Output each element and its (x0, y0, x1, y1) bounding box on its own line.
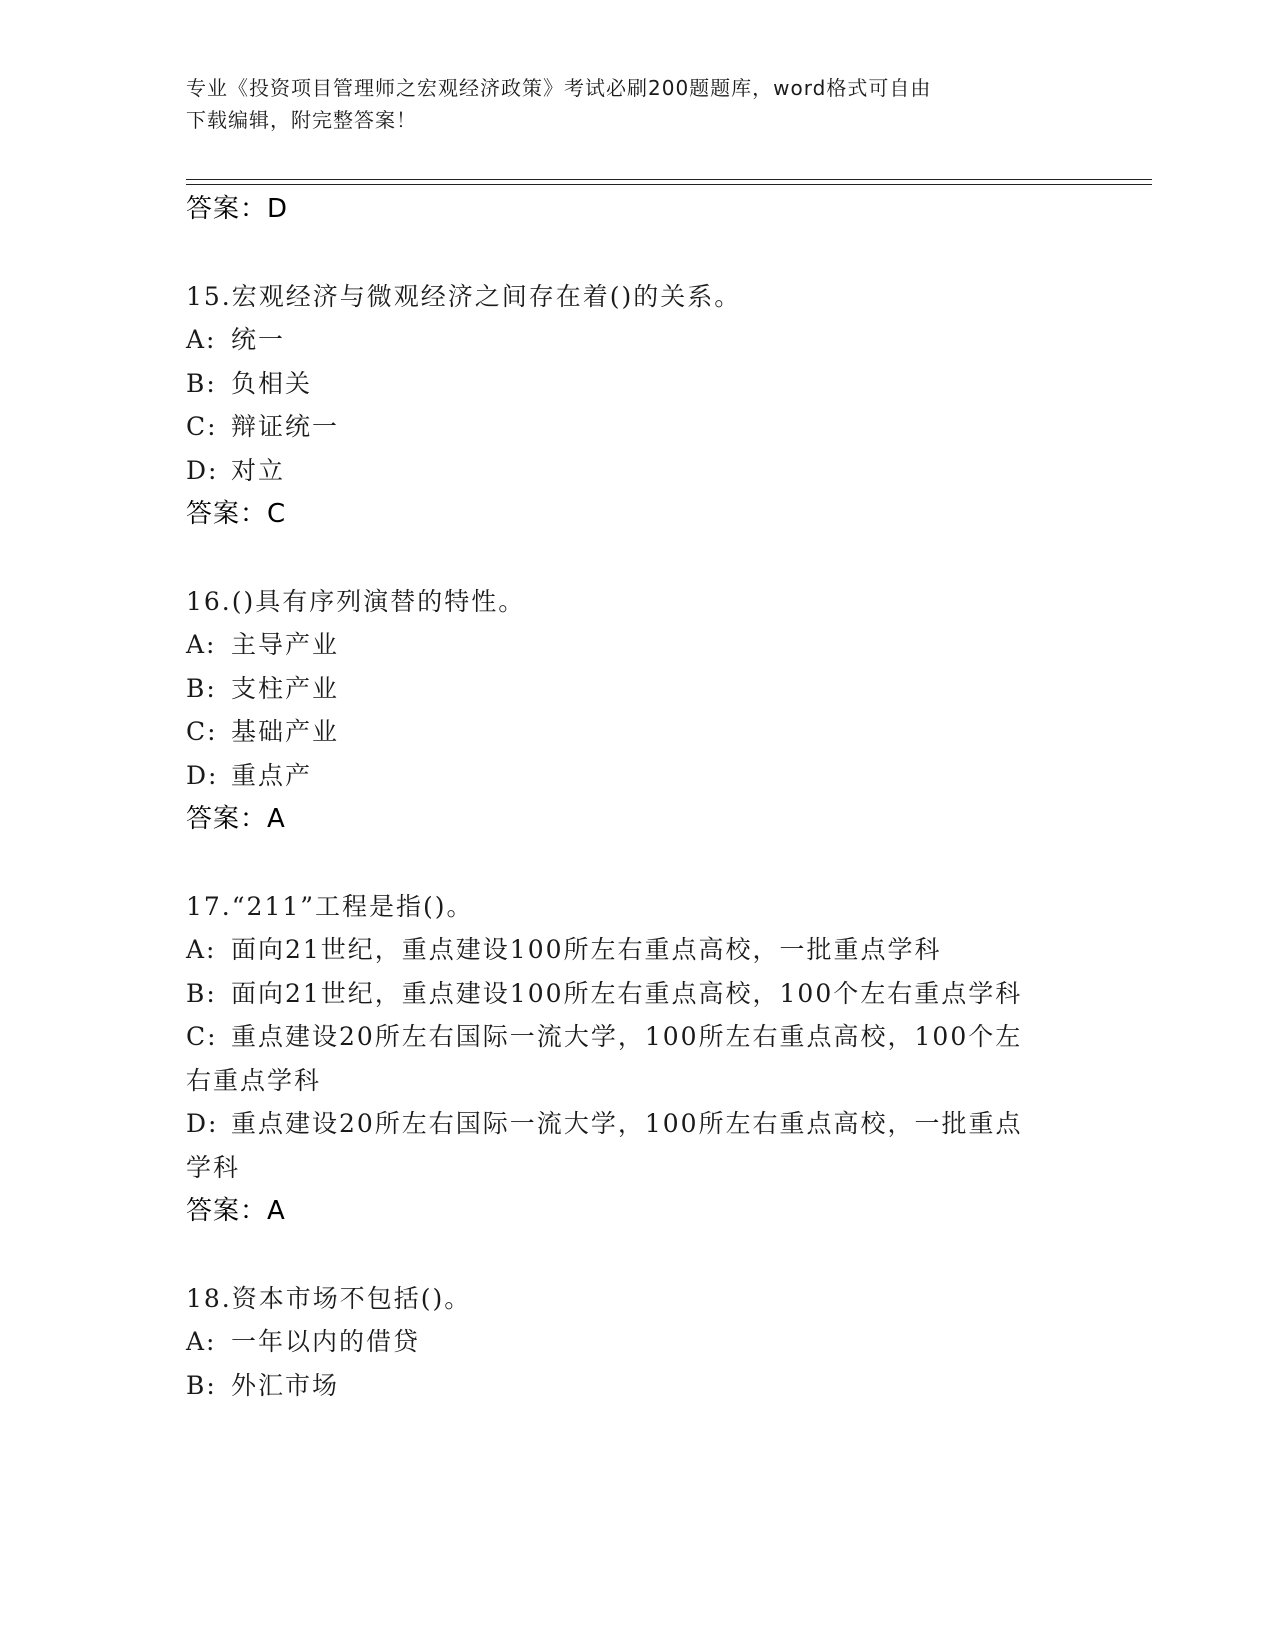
option-text: 外汇市场 (231, 1371, 340, 1400)
option-letter: A: (186, 325, 217, 354)
option-text: 统一 (231, 325, 286, 354)
option-text: 重点产 (231, 761, 313, 790)
option-d (186, 455, 285, 487)
option-c (186, 411, 339, 443)
question-stem: 16.()具有序列演替的特性。 (186, 587, 526, 616)
option-text: 基础产业 (231, 717, 340, 746)
option-a (186, 324, 285, 356)
answer-line: 答案：A (186, 1196, 286, 1226)
header-line-2: 下载编辑，附完整答案！ (186, 108, 417, 132)
question-stem: 17.“211”工程是指()。 (186, 892, 474, 921)
option-letter: C: (186, 412, 218, 441)
option-letter: A: (186, 1327, 217, 1356)
option-letter: B: (186, 674, 217, 703)
option-letter: D: (186, 1109, 219, 1138)
option-text: 重点建设20所左右国际一流大学，100所左右重点高校，一批重点 (231, 1109, 1023, 1138)
option-letter: B: (186, 1371, 217, 1400)
option-letter: A: (186, 630, 217, 659)
option-a (186, 934, 942, 966)
option-text: 一年以内的借贷 (231, 1327, 421, 1356)
option-a (186, 629, 339, 661)
option-b (186, 1370, 339, 1402)
question-stem: 15.宏观经济与微观经济之间存在着()的关系。 (186, 282, 742, 311)
option-letter: A: (186, 935, 217, 964)
option-b (186, 978, 1022, 1010)
option-d-continued: 学科 (186, 1153, 241, 1182)
option-letter: B: (186, 979, 217, 1008)
header-divider-top (186, 179, 1152, 180)
answer-line: 答案：D (186, 194, 289, 224)
answer-line: 答案：C (186, 499, 287, 529)
option-text: 面向21世纪，重点建设100所左右重点高校，100个左右重点学科 (231, 979, 1023, 1008)
option-text: 面向21世纪，重点建设100所左右重点高校，一批重点学科 (231, 935, 942, 964)
option-d (186, 1108, 1023, 1140)
option-b (186, 673, 339, 705)
option-a (186, 1326, 420, 1358)
option-c (186, 1021, 1022, 1053)
header-line-1: 专业《投资项目管理师之宏观经济政策》考试必刷200题题库，word格式可自由 (186, 76, 932, 100)
header-divider-bottom (186, 184, 1152, 185)
answer-line: 答案：A (186, 804, 286, 834)
option-text: 对立 (231, 456, 286, 485)
option-c-continued: 右重点学科 (186, 1066, 322, 1095)
option-letter: C: (186, 717, 218, 746)
option-letter: D: (186, 761, 219, 790)
document-header (186, 72, 1076, 136)
option-letter: D: (186, 456, 219, 485)
option-c (186, 716, 339, 748)
question-stem: 18.资本市场不包括()。 (186, 1284, 472, 1313)
option-letter: C: (186, 1022, 218, 1051)
option-b (186, 368, 312, 400)
option-text: 重点建设20所左右国际一流大学，100所左右重点高校，100个左 (231, 1022, 1023, 1051)
option-text: 负相关 (231, 369, 313, 398)
option-text: 支柱产业 (231, 674, 340, 703)
option-letter: B: (186, 369, 217, 398)
option-text: 主导产业 (231, 630, 340, 659)
option-text: 辩证统一 (231, 412, 340, 441)
option-d (186, 760, 312, 792)
